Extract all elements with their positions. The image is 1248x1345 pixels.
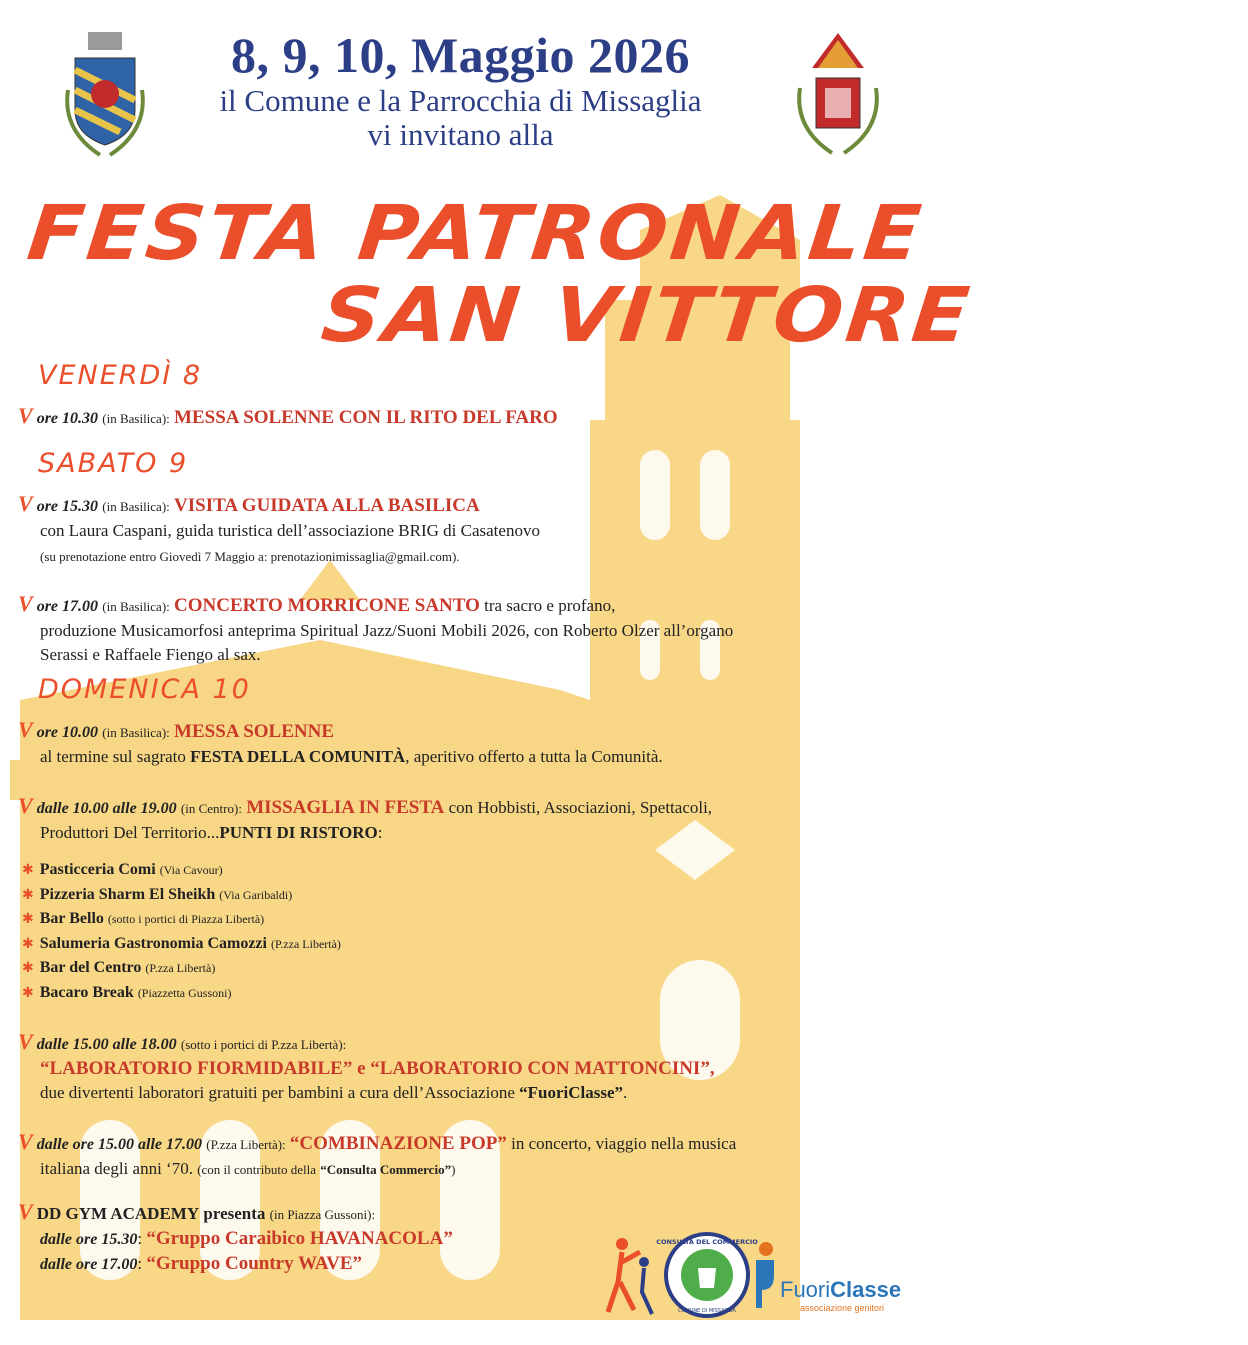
day-saturday: SABATO 9	[38, 448, 189, 479]
consulta-commercio-logo	[656, 1232, 758, 1318]
day-sunday: DOMENICA 10	[38, 674, 251, 705]
ristoro-item: ✱ Salumeria Gastronomia Camozzi (P.zza Libertà)	[22, 934, 341, 952]
v-bullet-icon: V	[18, 1029, 33, 1054]
ristoro-list	[22, 858, 341, 1005]
invitation-line-1: il Comune e la Parrocchia di Missaglia	[219, 83, 702, 118]
v-bullet-icon: V	[18, 793, 33, 818]
asterisk-icon: ✱	[22, 863, 34, 878]
event-dd-gym: V DD GYM ACADEMY presenta (in Piazza Gussoni): dalle ore 15.30: “Gruppo Caraibico HAVANACOLA” dalle ore 17.00: “Gruppo Country WAVE”	[18, 1199, 453, 1274]
fuoriclasse-logo-text: FuoriClasse	[780, 1277, 902, 1302]
v-bullet-icon: V	[18, 591, 33, 616]
event-dates: 8, 9, 10, Maggio 2026	[230, 27, 691, 83]
title-line-1: FESTA PATRONALE	[23, 189, 928, 278]
event-laboratori: V dalle 15.00 alle 18.00 (sotto i portici di P.zza Libertà): “LABORATORIO FIORMIDABILE” e “LABORATORIO CON MATTONCINI”, due divertenti laboratori gratuiti per bambini a cura dell’Associazione “FuoriClasse”.	[18, 1029, 715, 1102]
fuoriclasse-figure-icon	[752, 1240, 780, 1310]
event-messa-faro: V ore 10.30 (in Basilica): MESSA SOLENNE CON IL RITO DEL FARO	[18, 403, 558, 428]
v-bullet-icon: V	[18, 717, 33, 742]
consulta-sublabel: COMUNE DI MISSAGLIA	[678, 1308, 736, 1314]
event-combinazione-pop: V dalle ore 15.00 alle 17.00 (P.zza Libertà): “COMBINAZIONE POP” in concerto, viaggio nella musica italiana degli anni ‘70. (con il contributo della “Consulta Commercio”)	[18, 1129, 737, 1178]
event-visita-guidata: V ore 15.30 (in Basilica): VISITA GUIDATA ALLA BASILICA con Laura Caspani, guida turistica dell’associazione BRIG di Casatenovo (su prenotazione entro Giovedì 7 Maggio a: prenotazionimissaglia@gmail.com).	[18, 491, 540, 564]
ristoro-item: ✱ Pizzeria Sharm El Sheikh (Via Garibaldi)	[22, 885, 293, 903]
asterisk-icon: ✱	[22, 887, 34, 903]
invitation-line-2: vi invitano alla	[367, 117, 554, 152]
dancers-logo	[600, 1232, 662, 1316]
asterisk-icon: ✱	[22, 985, 34, 1001]
v-bullet-icon: V	[18, 491, 33, 516]
v-bullet-icon: V	[18, 1129, 33, 1154]
event-concerto-morricone: V ore 17.00 (in Basilica): CONCERTO MORRICONE SANTO tra sacro e profano, produzione Musicamorfosi anteprima Spiritual Jazz/Suoni Mobili 2026, con Roberto Olzer all’organo Serassi e Raffaele Fiengo al sax.	[18, 591, 734, 664]
asterisk-icon: ✱	[22, 912, 34, 927]
header	[0, 26, 921, 152]
ristoro-item: ✱ Bar Bello (sotto i portici di Piazza Libertà)	[22, 910, 265, 927]
ristoro-item: ✱ Bacaro Break (Piazzetta Gussoni)	[22, 983, 232, 1001]
v-bullet-icon: V	[18, 403, 33, 428]
fuoriclasse-sub: associazione genitori	[800, 1303, 885, 1313]
day-friday: VENERDÌ 8	[38, 360, 203, 391]
event-messa-solenne: V ore 10.00 (in Basilica): MESSA SOLENNE al termine sul sagrato FESTA DELLA COMUNITÀ, aperitivo offerto a tutta la Comunità.	[18, 717, 663, 766]
title-line-2: SAN VITTORE	[317, 271, 976, 360]
asterisk-icon: ✱	[22, 961, 34, 976]
ristoro-item: ✱ Bar del Centro (P.zza Libertà)	[22, 959, 216, 976]
event-missaglia-in-festa: V dalle 10.00 alle 19.00 (in Centro): MISSAGLIA IN FESTA con Hobbisti, Associazioni, Spettacoli, Produttori Del Territorio...PUNTI DI RISTORO:	[18, 793, 713, 842]
asterisk-icon: ✱	[22, 936, 34, 952]
consulta-label: CONSULTA DEL COMMERCIO	[656, 1238, 758, 1246]
ristoro-item: ✱ Pasticceria Comi (Via Cavour)	[22, 861, 223, 878]
v-bullet-icon: V	[18, 1199, 33, 1224]
